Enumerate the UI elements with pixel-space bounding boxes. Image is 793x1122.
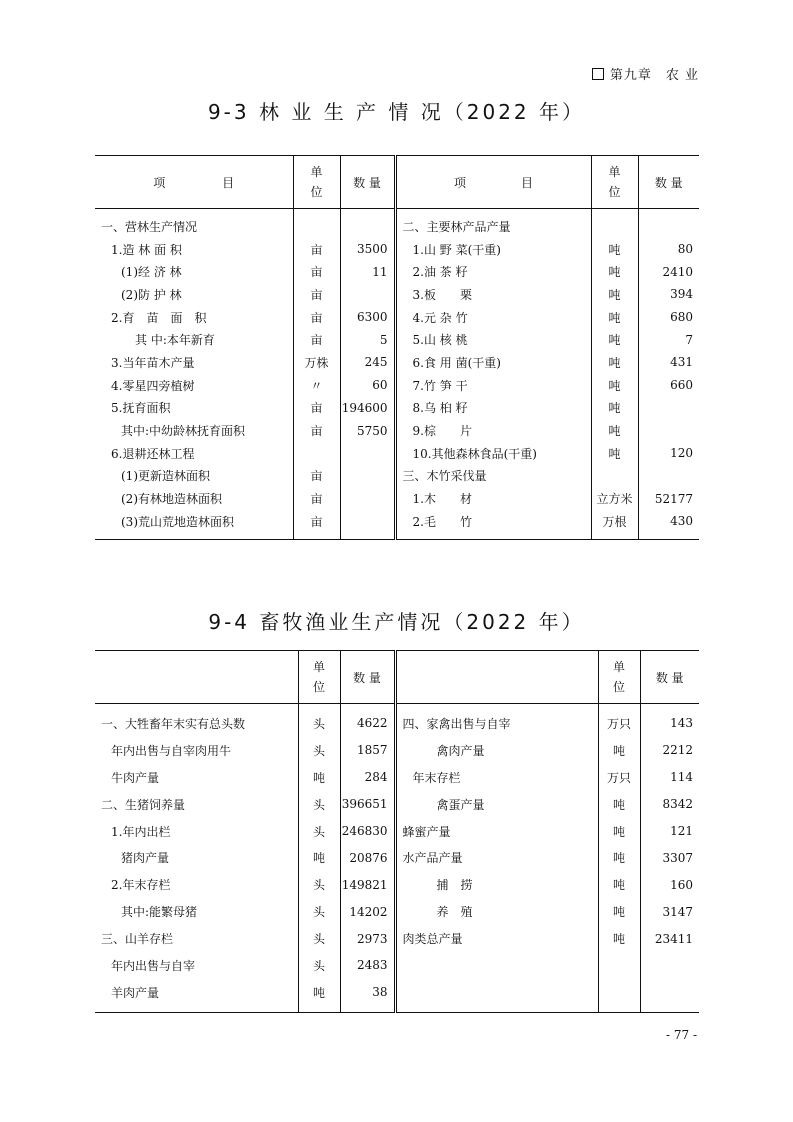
table-row [95,764,699,791]
row-quantity [340,487,395,510]
row-label: 水产品产量 [395,844,598,871]
row-quantity: 431 [638,351,699,374]
row-quantity [340,442,395,465]
row-unit: 吨 [591,260,638,283]
row-unit [293,215,340,238]
table-header-row [95,651,699,704]
table-row [95,818,699,845]
row-unit: 头 [298,791,340,818]
row-label: 捕 捞 [395,871,598,898]
row-quantity: 396651 [340,791,395,818]
row-unit: 吨 [598,871,640,898]
row-label: 其中:能繁母猪 [121,905,198,920]
chapter-label: 第九章 农 业 [609,68,699,83]
row-unit: 头 [298,818,340,845]
row-unit: 吨 [591,397,638,420]
row-unit: 亩 [293,260,340,283]
row-unit [591,465,638,488]
row-quantity: 6300 [340,306,395,329]
row-quantity [638,419,699,442]
table-row [95,238,699,261]
row-quantity: 3500 [340,238,395,261]
table-row [95,952,699,979]
row-unit: 吨 [598,737,640,764]
row-unit: 亩 [293,487,340,510]
row-unit: 吨 [591,306,638,329]
row-unit [293,442,340,465]
row-unit: 立方米 [591,487,638,510]
row-unit [598,979,640,1006]
row-label: 7.竹 笋 干 [395,374,591,397]
row-quantity: 120 [638,442,699,465]
table-header-row [95,156,699,209]
table1-title: 9-3 林 业 生 产 情 况（2022 年） [207,100,586,124]
row-unit: 吨 [591,374,638,397]
header-qty: 数 量 [340,156,395,209]
row-label: 年内出售与自宰 [111,958,196,973]
row-label: 一、大牲畜年末实有总头数 [101,716,246,731]
row-quantity: 11 [340,260,395,283]
row-label: 年末存栏 [395,764,598,791]
table-row [95,979,699,1006]
row-label: 1.造 林 面 积 [111,242,182,257]
table2-title: 9-4 畜牧渔业生产情况（2022 年） [208,610,585,634]
row-quantity: 660 [638,374,699,397]
row-quantity: 2483 [340,952,395,979]
row-quantity: 7 [638,328,699,351]
row-quantity: 4622 [340,710,395,737]
table-row [95,791,699,818]
row-label: 6.退耕还林工程 [111,446,195,461]
table-row [95,351,699,374]
row-quantity: 430 [638,510,699,533]
row-quantity: 245 [340,351,395,374]
row-label: 禽肉产量 [395,737,598,764]
row-quantity [640,979,699,1006]
header-qty: 数 量 [638,156,699,209]
header-unit: 单位 [293,156,340,209]
table-row [95,419,699,442]
row-label: 2.油 茶 籽 [395,260,591,283]
row-label: 9.棕 片 [395,419,591,442]
row-label: 3.当年苗木产量 [111,355,195,370]
row-unit: 亩 [293,328,340,351]
row-quantity: 121 [640,818,699,845]
row-label: 肉类总产量 [395,925,598,952]
row-label: 其中:中幼龄林抚育面积 [121,424,246,439]
row-unit: 亩 [293,397,340,420]
page-number: - 77 - [665,1028,697,1042]
row-unit: 吨 [298,844,340,871]
table-row [95,374,699,397]
row-quantity: 3307 [640,844,699,871]
row-label: 二、生猪饲养量 [101,797,186,812]
table-row [95,925,699,952]
row-unit: 头 [298,925,340,952]
row-quantity: 8342 [640,791,699,818]
row-quantity: 14202 [340,898,395,925]
table-row [95,215,699,238]
row-label: 4.零星四旁植树 [111,378,195,393]
row-unit: 亩 [293,306,340,329]
row-label: 牛肉产量 [111,770,160,785]
row-quantity [638,397,699,420]
livestock-table [95,650,699,1013]
row-unit: 万根 [591,510,638,533]
row-label: (2)有林地造林面积 [121,492,222,507]
row-label [395,979,598,1006]
row-label: 养 殖 [395,898,598,925]
table-row [95,306,699,329]
row-label: (3)荒山荒地造林面积 [121,514,234,529]
row-quantity: 2973 [340,925,395,952]
row-unit: 头 [298,898,340,925]
row-unit [591,215,638,238]
row-label: 年内出售与自宰肉用牛 [111,743,232,758]
chapter-header [592,64,699,83]
row-unit: 万只 [598,710,640,737]
row-label: (1)更新造林面积 [121,469,210,484]
row-quantity: 394 [638,283,699,306]
row-unit: 吨 [591,442,638,465]
row-label: 4.元 杂 竹 [395,306,591,329]
row-label [395,952,598,979]
row-label: 羊肉产量 [111,985,160,1000]
row-unit: 头 [298,737,340,764]
row-label: 蜂蜜产量 [395,818,598,845]
row-unit: 吨 [598,844,640,871]
table-row [95,328,699,351]
row-unit: 万株 [293,351,340,374]
row-label: 禽蛋产量 [395,791,598,818]
header-item [95,651,298,704]
row-quantity: 38 [340,979,395,1006]
square-icon [592,68,604,80]
header-qty: 数 量 [340,651,395,704]
header-item [395,651,598,704]
row-quantity: 149821 [340,871,395,898]
forestry-table [95,155,699,540]
row-label: 1.年内出栏 [111,824,171,839]
header-unit: 单位 [298,651,340,704]
row-label: 2.育 苗 面 积 [111,310,207,325]
header-qty: 数 量 [640,651,699,704]
row-label: 10.其他森林食品(干重) [395,442,591,465]
row-unit: 吨 [591,351,638,374]
row-unit: 头 [298,952,340,979]
table-row [95,397,699,420]
table-row [95,710,699,737]
row-quantity: 143 [640,710,699,737]
row-label: 1.山 野 菜(干重) [395,238,591,261]
header-unit: 单位 [591,156,638,209]
row-quantity: 114 [640,764,699,791]
header-item: 项 目 [395,156,591,209]
row-quantity: 5 [340,328,395,351]
header-unit: 单位 [598,651,640,704]
row-quantity: 20876 [340,844,395,871]
row-quantity: 1857 [340,737,395,764]
row-label: 5.抚育面积 [111,401,171,416]
row-unit: 吨 [598,791,640,818]
row-unit: 亩 [293,419,340,442]
row-quantity [340,283,395,306]
table-row [95,465,699,488]
table-row [95,737,699,764]
row-quantity: 680 [638,306,699,329]
table-row [95,510,699,533]
row-label: (2)防 护 林 [121,287,182,302]
row-label: 四、家禽出售与自宰 [395,710,598,737]
row-unit: 头 [298,710,340,737]
row-quantity: 5750 [340,419,395,442]
row-label: 1.木 材 [395,487,591,510]
row-quantity: 80 [638,238,699,261]
row-label: (1)经 济 林 [121,265,182,280]
row-label: 2.毛 竹 [395,510,591,533]
table-row [95,487,699,510]
row-unit: 吨 [598,818,640,845]
row-unit: 吨 [298,764,340,791]
row-label: 2.年末存栏 [111,878,171,893]
row-unit: 亩 [293,465,340,488]
row-quantity [640,952,699,979]
table-row [95,260,699,283]
row-label: 三、木竹采伐量 [395,465,591,488]
row-unit: 吨 [591,419,638,442]
row-quantity: 52177 [638,487,699,510]
row-quantity: 60 [340,374,395,397]
row-unit: 万只 [598,764,640,791]
row-quantity: 2410 [638,260,699,283]
row-quantity: 2212 [640,737,699,764]
table-row [95,844,699,871]
row-unit: 吨 [591,238,638,261]
row-quantity [340,510,395,533]
row-label: 6.食 用 菌(干重) [395,351,591,374]
row-unit: 亩 [293,510,340,533]
row-label: 5.山 核 桃 [395,328,591,351]
row-unit: 头 [298,871,340,898]
row-label: 3.板 栗 [395,283,591,306]
row-unit: 吨 [591,328,638,351]
row-quantity [638,215,699,238]
row-label: 猪肉产量 [121,851,170,866]
row-unit: 亩 [293,238,340,261]
row-quantity: 3147 [640,898,699,925]
row-label: 8.乌 桕 籽 [395,397,591,420]
table-row [95,442,699,465]
table-row [95,898,699,925]
row-label: 二、主要林产品产量 [395,215,591,238]
table-row [95,871,699,898]
table-row [95,283,699,306]
row-unit [598,952,640,979]
row-unit: 吨 [598,898,640,925]
row-unit: 吨 [298,979,340,1006]
header-item: 项 目 [95,156,293,209]
row-quantity: 246830 [340,818,395,845]
row-quantity: 23411 [640,925,699,952]
row-quantity [638,465,699,488]
row-quantity [340,215,395,238]
row-unit: 吨 [598,925,640,952]
row-label: 一、营林生产情况 [101,219,198,234]
row-unit: 〃 [293,374,340,397]
row-quantity: 194600 [340,397,395,420]
row-label: 三、山羊存栏 [101,932,174,947]
row-unit: 亩 [293,283,340,306]
row-label: 其 中:本年新育 [135,333,215,348]
row-quantity: 160 [640,871,699,898]
row-unit: 吨 [591,283,638,306]
row-quantity [340,465,395,488]
row-quantity: 284 [340,764,395,791]
